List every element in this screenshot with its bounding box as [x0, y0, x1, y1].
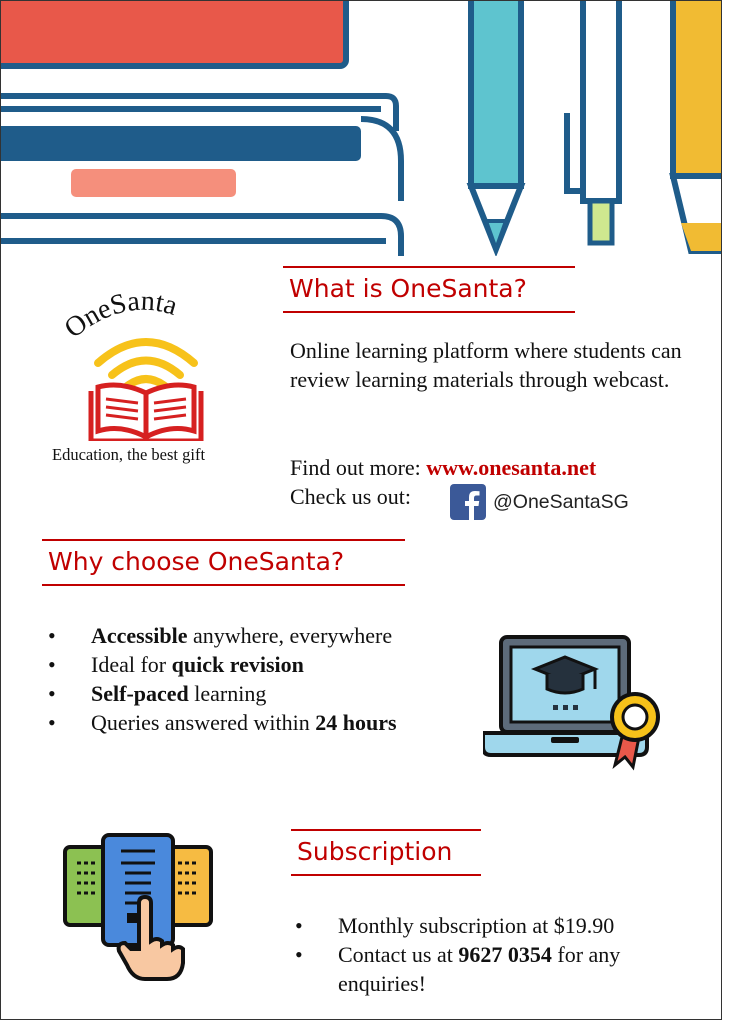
- book-wifi-logo: [46, 291, 246, 441]
- find-out-line: [290, 453, 715, 482]
- subscription-heading: Subscription: [291, 829, 481, 876]
- check-us-label: Check us out:: [290, 484, 411, 509]
- list-item: • Queries answered within 24 hours: [46, 708, 406, 737]
- facebook-icon: [450, 484, 486, 520]
- svg-text:OneSanta: [59, 291, 182, 344]
- about-description: Online learning platform where students can review learning materials through webcast.: [290, 338, 682, 392]
- list-item: • Self-paced learning: [46, 679, 406, 708]
- why-list: [46, 621, 406, 737]
- check-us-line: [290, 482, 411, 511]
- stationery-illustration: [1, 1, 722, 256]
- list-item: • Accessible anywhere, everywhere: [46, 621, 406, 650]
- cards-touch-icon: [63, 833, 213, 983]
- facebook-handle: @OneSantaSG: [493, 490, 629, 513]
- list-item: • Monthly subscription at $19.90: [293, 911, 703, 940]
- laptop-graduation-icon: [483, 633, 668, 773]
- onesanta-logo: [46, 291, 246, 471]
- subscription-list: [293, 911, 703, 998]
- find-out-label: Find out more:: [290, 455, 421, 480]
- logo-tagline: Education, the best gift: [52, 445, 206, 464]
- logo-brand-text: OneSanta: [58, 291, 181, 345]
- list-item: • Ideal for quick revision: [46, 650, 406, 679]
- website-link[interactable]: www.onesanta.net: [426, 455, 597, 480]
- facebook-link[interactable]: [450, 484, 629, 520]
- why-choose-heading: Why choose OneSanta?: [42, 539, 405, 586]
- what-is-heading: What is OneSanta?: [283, 266, 575, 313]
- list-item: • Contact us at 9627 0354 for any enquiries!: [293, 940, 703, 998]
